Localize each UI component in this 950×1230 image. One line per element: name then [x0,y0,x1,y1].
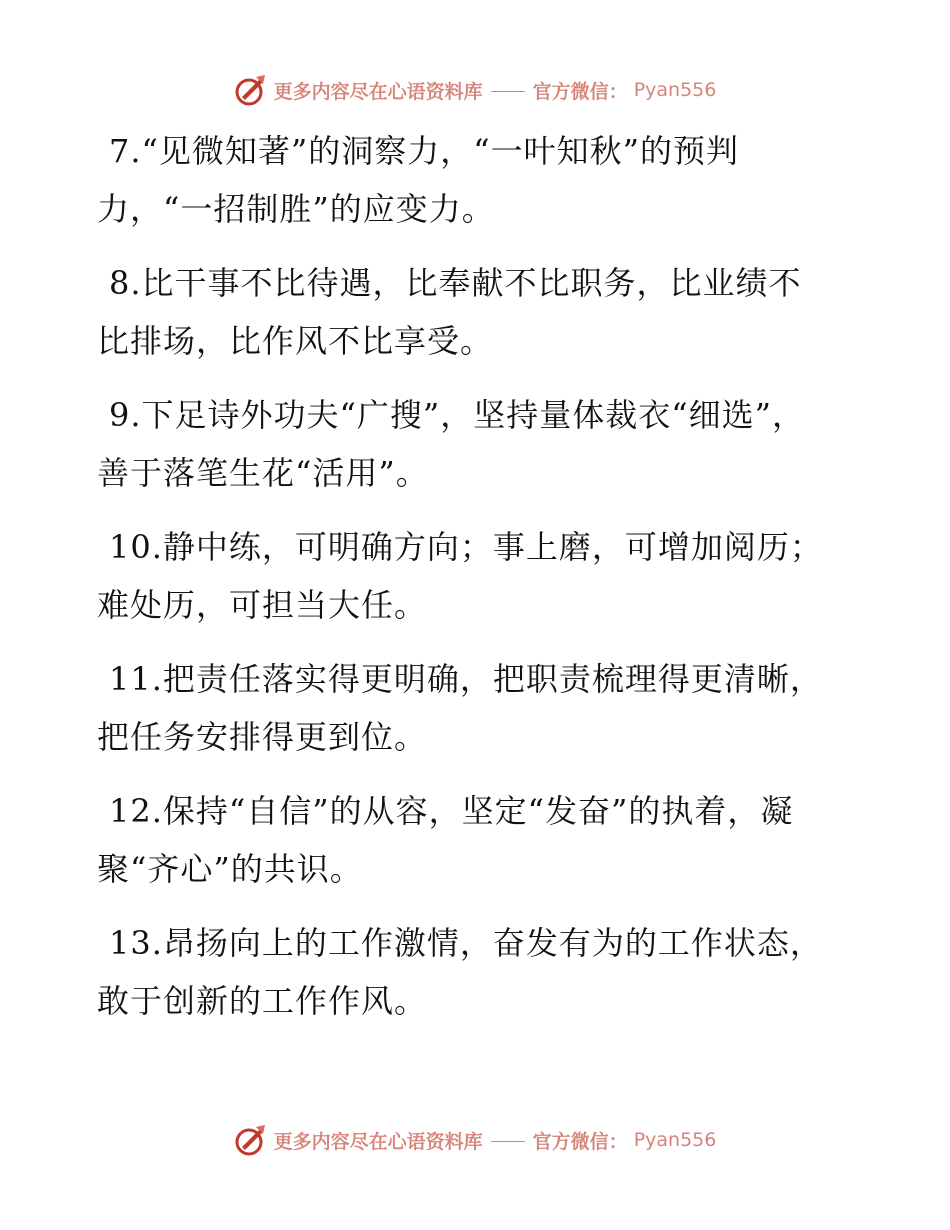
header-watermark [0,70,950,110]
list-item [97,782,832,898]
item-number: 8. [109,264,142,302]
list-item [97,386,832,502]
watermark-official: 官方微信： [532,1130,628,1153]
watermark-divider [491,1141,525,1142]
list-item [97,650,832,766]
watermark-handle: Pyan556 [633,1129,717,1151]
item-text: 下足诗外功夫“广搜”，坚持量体裁衣“细选”，善于落笔生花“活用”。 [97,396,805,492]
list-item [97,914,832,1030]
item-text: 保持“自信”的从容，坚定“发奋”的执着，凝聚“齐心”的共识。 [97,792,794,888]
item-number: 7. [109,132,142,170]
quill-logo-icon [234,73,268,107]
list-item [97,122,832,238]
item-number: 11. [109,660,163,698]
item-text: 把责任落实得更明确，把职责梳理得更清晰，把任务安排得更到位。 [97,660,823,756]
item-number: 9. [109,396,142,434]
watermark-divider [491,91,525,92]
list-item [97,254,832,370]
list-item [97,518,832,634]
watermark-text: 更多内容尽在心语资料库 [273,80,483,103]
item-number: 10. [109,528,163,566]
item-text: “见微知著”的洞察力，“一叶知秋”的预判力，“一招制胜”的应变力。 [97,132,739,228]
watermark-handle: Pyan556 [633,79,717,101]
item-number: 13. [109,924,163,962]
watermark-text: 更多内容尽在心语资料库 [273,1130,483,1153]
watermark-official: 官方微信： [532,80,628,103]
item-number: 12. [109,792,163,830]
item-text: 比干事不比待遇，比奉献不比职务，比业绩不比排场，比作风不比享受。 [97,264,802,360]
item-text: 静中练，可明确方向；事上磨，可增加阅历；难处历，可担当大任。 [97,528,823,624]
footer-watermark [0,1120,950,1160]
document-body [97,122,832,1046]
quill-logo-icon [234,1123,268,1157]
item-text: 昂扬向上的工作激情，奋发有为的工作状态，敢于创新的工作作风。 [97,924,823,1020]
